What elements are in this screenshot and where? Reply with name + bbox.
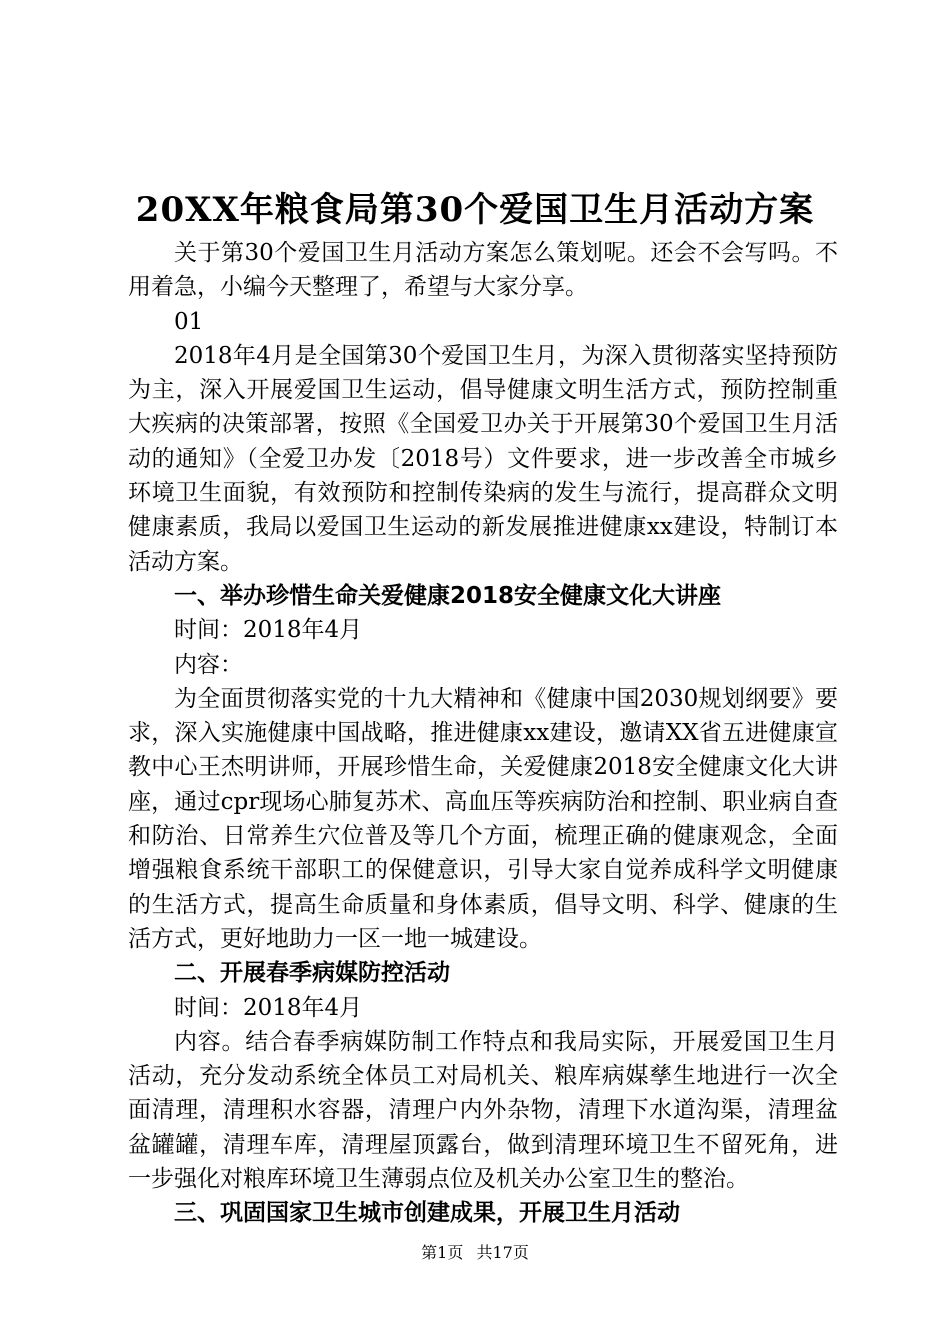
section1-heading: 一、举办珍惜生命关爱健康2018安全健康文化大讲座 [174,582,722,609]
page-number: 第1页 [421,1243,464,1262]
background-paragraph: 2018年4月是全国第30个爱国卫生月，为深入贯彻落实坚持预防为主，深入开展爱国卫生运动，倡导健康文明生活方式，预防控制重大疾病的决策部署，按照《全国爱卫办关于开展第30个爱国卫生月活动的通知》（全爱卫办发〔2018号）文件要求，进一步改善全市城乡环境卫生面貌，有效预防和控制传染病的发生与流行，提高群众文明健康素质，我局以爱国卫生运动的新发展推进健康xx建设，特制订本活动方案。 [128,342,838,575]
document-title: 20XX年粮食局第30个爱国卫生月活动方案 [135,190,815,230]
intro-paragraph: 关于第30个爱国卫生月活动方案怎么策划呢。还会不会写吗。不用着急，小编今天整理了，希望与大家分享。 [128,240,838,301]
section1-content: 为全面贯彻落实党的十九大精神和《健康中国2030规划纲要》要求，深入实施健康中国战略，推进健康xx建设，邀请XX省五进健康宣教中心王杰明讲师，开展珍惜生命，关爱健康2018安全健康文化大讲座，通过cpr现场心肺复苏术、高血压等疾病防治和控制、职业病自查和防治、日常养生穴位普及等几个方面，梳理正确的健康观念，全面增强粮食系统干部职工的保健意识，引导大家自觉养成科学文明健康的生活方式，提高生命质量和身体素质，倡导文明、科学、健康的生活方式，更好地助力一区一地一城建设。 [128,685,838,952]
page-total: 共17页 [476,1243,529,1262]
document-body [128,236,838,1231]
section2-heading: 二、开展春季病媒防控活动 [174,960,450,987]
section2-content: 内容。结合春季病媒防制工作特点和我局实际，开展爱国卫生月活动，充分发动系统全体员工对局机关、粮库病媒孳生地进行一次全面清理，清理积水容器，清理户内外杂物，清理下水道沟渠，清理盆盆罐罐，清理车库，清理屋顶露台，做到清理环境卫生不留死角，进一步强化对粮库环境卫生薄弱点位及机关办公室卫生的整治。 [128,1028,838,1193]
section3-heading: 三、巩固国家卫生城市创建成果，开展卫生月活动 [174,1200,680,1227]
section1-time: 时间：2018年4月 [174,617,363,644]
section-number: 01 [174,308,204,335]
section1-content-label: 内容： [174,651,243,678]
page-footer [0,1243,950,1263]
section2-time: 时间：2018年4月 [174,994,363,1021]
